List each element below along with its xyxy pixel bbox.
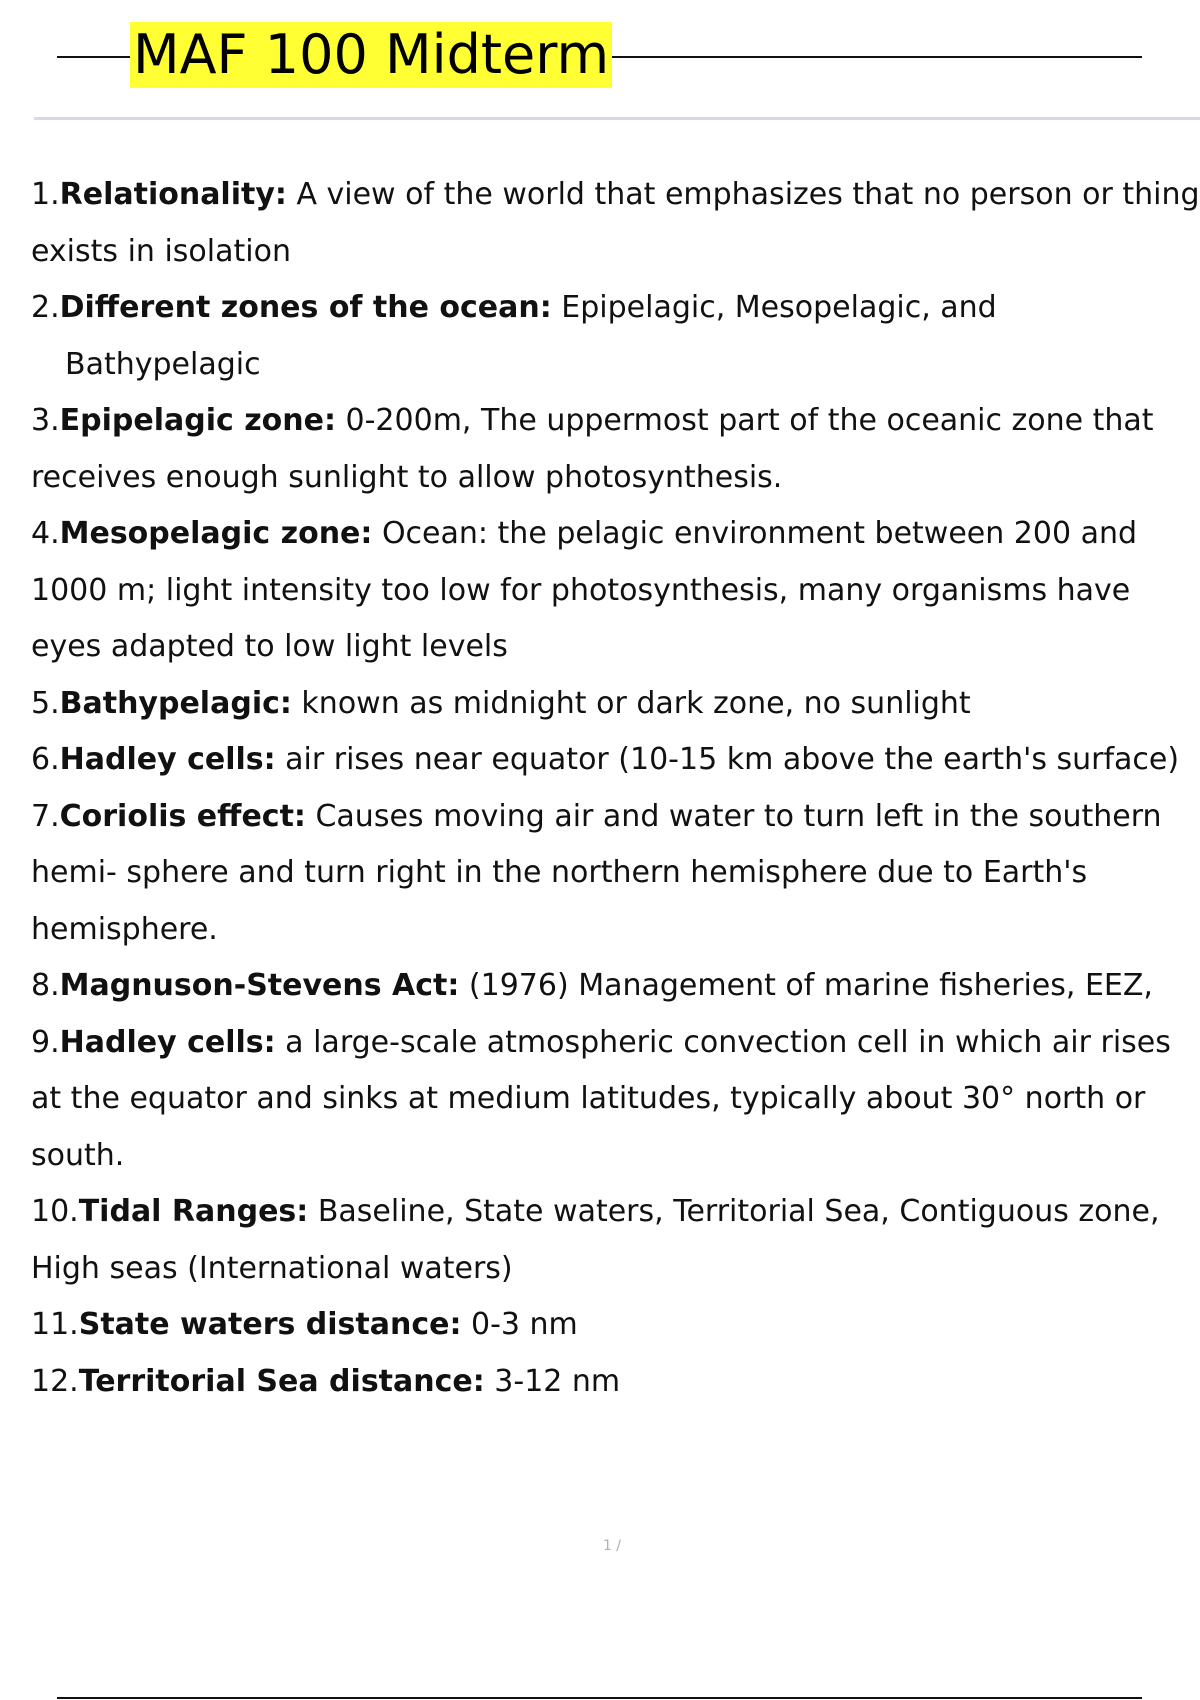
item-definition: A view of the world that emphasizes that no person or thing exists in isolation	[31, 177, 1200, 269]
item-definition: 0-200m, The uppermost part of the oceanic zone that receives enough sunlight to allow photosynthesis.	[31, 403, 1154, 495]
item-number: 5.	[31, 685, 60, 721]
item-number: 7.	[31, 798, 60, 834]
item-number: 11.	[31, 1307, 79, 1342]
item-definition: known as midnight or dark zone, no sunlight	[291, 685, 971, 721]
item-term: Epipelagic zone:	[59, 403, 336, 438]
item-term: State waters distance:	[78, 1307, 462, 1342]
item-number: 1.	[31, 177, 60, 212]
item-definition: Causes moving air and water to turn left in the southern hemi- sphere and turn right in the northern hemisphere due to Earth's hemisphere.	[31, 798, 1162, 947]
list-item	[31, 1354, 1200, 1411]
item-term: Hadley cells:	[59, 742, 276, 777]
list-item	[31, 1297, 1200, 1354]
item-number: 8.	[31, 968, 60, 1003]
list-item	[31, 167, 1200, 280]
item-number: 4.	[31, 516, 60, 551]
list-item	[31, 732, 1200, 789]
item-number: 2.	[31, 290, 60, 325]
item-term: Mesopelagic zone:	[59, 516, 373, 551]
list-item	[31, 280, 1200, 393]
item-number: 3.	[31, 403, 60, 438]
item-definition: air rises near equator (10-15 km above the earth's surface)	[275, 742, 1180, 777]
item-definition: a large-scale atmospheric convection cell in which air rises at the equator and sinks at medium latitudes, typically about 30° north or south.	[31, 1024, 1171, 1173]
term-list	[31, 167, 1200, 1410]
list-item	[31, 789, 1200, 959]
item-term: Bathypelagic:	[59, 685, 292, 721]
list-item	[31, 1184, 1200, 1297]
item-definition: (1976) Management of marine fisheries, EEZ,	[459, 968, 1153, 1003]
page-number: 1 /	[602, 1538, 622, 1554]
item-term: Relationality:	[59, 177, 287, 212]
footer-rule	[57, 1697, 1142, 1699]
item-number: 9.	[31, 1024, 60, 1060]
list-item	[31, 393, 1200, 506]
list-item	[31, 1015, 1200, 1185]
item-term: Territorial Sea distance:	[78, 1363, 485, 1399]
item-number: 10.	[31, 1194, 79, 1229]
item-definition: 3-12 nm	[484, 1363, 621, 1399]
header-divider	[34, 117, 1200, 120]
list-item	[31, 958, 1200, 1015]
item-term: Magnuson-Stevens Act:	[59, 968, 460, 1003]
item-term: Different zones of the ocean:	[59, 290, 552, 325]
document-title: MAF 100 Midterm	[130, 22, 612, 88]
item-definition: Baseline, State waters, Territorial Sea, Contiguous zone, High seas (International waters)	[31, 1194, 1160, 1286]
item-number: 6.	[31, 742, 60, 777]
list-item	[31, 506, 1200, 676]
item-number: 12.	[31, 1363, 79, 1399]
item-definition: 0-3 nm	[461, 1307, 578, 1342]
item-definition: Ocean: the pelagic environment between 200 and 1000 m; light intensity too low for photosynthesis, many organisms have eyes adapted to low light levels	[31, 516, 1138, 664]
list-item	[31, 676, 1200, 733]
item-term: Hadley cells:	[59, 1024, 276, 1060]
item-term: Tidal Ranges:	[78, 1194, 309, 1229]
item-term: Coriolis effect:	[59, 798, 306, 834]
item-definition: Epipelagic, Mesopelagic, and Bathypelagic	[65, 290, 997, 382]
